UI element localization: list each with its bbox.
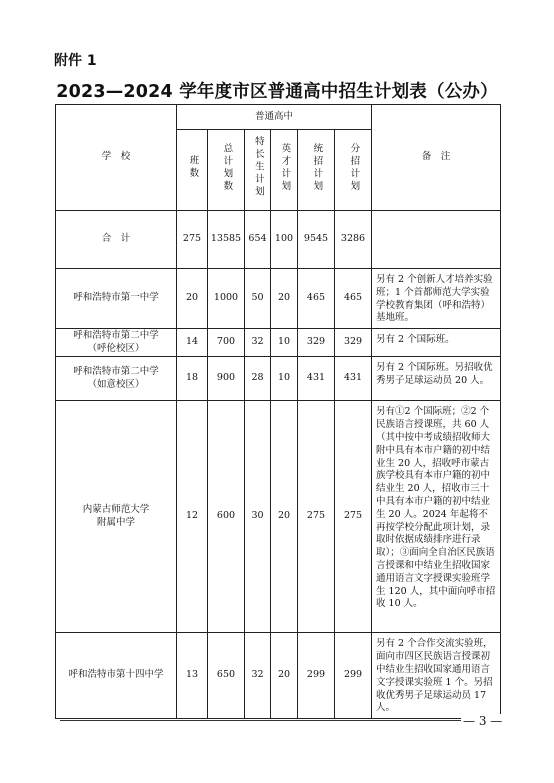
total-total: 13585 <box>208 211 245 269</box>
header-special-cell <box>245 130 271 211</box>
header-school: 学 校 <box>56 105 177 211</box>
header-total: 总计划数 <box>221 142 233 193</box>
school-name-cell <box>56 269 177 329</box>
row-talent: 20 <box>271 401 298 633</box>
footer-divider <box>60 720 494 721</box>
header-classes-cell <box>177 130 208 211</box>
total-talent: 100 <box>271 211 298 269</box>
row-allocated: 299 <box>335 633 372 719</box>
header-talent: 英才计划 <box>279 142 291 193</box>
row-unified: 299 <box>298 633 335 719</box>
header-unified: 统招计划 <box>311 142 323 193</box>
school-campus: 附属中学 <box>96 516 135 528</box>
header-unified-cell <box>298 130 335 211</box>
attachment-label: 附件 1 <box>54 53 97 69</box>
row-classes: 18 <box>177 357 208 401</box>
row-talent: 20 <box>271 633 298 719</box>
total-label: 合 计 <box>56 211 177 269</box>
header-allocated: 分招计划 <box>348 142 360 193</box>
row-note: 另有 2 个国际班。另招收优秀男子足球运动员 20 人。 <box>372 357 501 401</box>
row-classes: 13 <box>177 633 208 719</box>
row-talent: 10 <box>271 357 298 401</box>
row-unified: 431 <box>298 357 335 401</box>
header-row-1 <box>56 105 501 130</box>
table-row <box>56 633 501 719</box>
row-talent: 20 <box>271 269 298 329</box>
table-row <box>56 329 501 357</box>
row-total: 600 <box>208 401 245 633</box>
header-allocated-cell <box>335 130 372 211</box>
row-note: 另有 2 个国际班。 <box>372 329 501 357</box>
school-name: 呼和浩特市第十四中学 <box>68 669 164 681</box>
enrollment-plan-table <box>55 104 501 719</box>
row-allocated: 329 <box>335 329 372 357</box>
row-total: 900 <box>208 357 245 401</box>
row-note: 另有 2 个合作交流实验班，面向市四区民族语言授课初中结业生招收国家通用语言文字授课实验班 1 个。另招收优秀男子足球运动员 17 人。 <box>372 633 501 719</box>
row-allocated: 275 <box>335 401 372 633</box>
table-row <box>56 357 501 401</box>
total-note <box>372 211 501 269</box>
row-unified: 465 <box>298 269 335 329</box>
header-special: 特长生计划 <box>252 136 264 199</box>
school-name: 内蒙古师范大学 <box>82 503 150 515</box>
table-row <box>56 401 501 633</box>
row-allocated: 465 <box>335 269 372 329</box>
header-talent-cell <box>271 130 298 211</box>
row-classes: 12 <box>177 401 208 633</box>
school-name: 呼和浩特市第二中学 <box>73 329 159 341</box>
header-total-cell <box>208 130 245 211</box>
school-campus: （如意校区） <box>87 378 145 390</box>
header-group: 普通高中 <box>177 105 372 130</box>
page-title: 2023—2024 学年度市区普通高中招生计划表（公办） <box>56 82 498 102</box>
row-special: 50 <box>245 269 271 329</box>
row-allocated: 431 <box>335 357 372 401</box>
school-name-cell <box>56 329 177 357</box>
row-classes: 14 <box>177 329 208 357</box>
row-note: 另有 2 个创新人才培养实验班；1 个首都师范大学实验学校教育集团（呼和浩特）基地班。 <box>372 269 501 329</box>
row-classes: 20 <box>177 269 208 329</box>
school-name-cell <box>56 357 177 401</box>
total-special: 654 <box>245 211 271 269</box>
total-row <box>56 211 501 269</box>
page-number: — 3 — <box>463 714 503 728</box>
row-unified: 275 <box>298 401 335 633</box>
row-unified: 329 <box>298 329 335 357</box>
row-note: 另有①2 个国际班；②2 个民族语言授课班，共 60 人（其中按中考成绩招收师大附中具有本市户籍的初中结业生 20 人，招收呼市蒙古族学校具有本市户籍的初中结业生 20 人，招收市三十中具有本市户籍的初中结业生 20 人。2024 年起将不再按学校分配此项计划，录取时依据成绩排序进行录取）；③面向全自治区民族语言授课和中结业生招收国家通用语言文字授课实验班学生 120 人，其中面向呼市招收 10 人。 <box>372 401 501 633</box>
school-name-cell <box>56 633 177 719</box>
header-remarks: 备 注 <box>372 105 501 211</box>
row-special: 32 <box>245 329 271 357</box>
row-total: 1000 <box>208 269 245 329</box>
school-name: 呼和浩特市第二中学 <box>73 365 159 377</box>
school-campus: （呼伦校区） <box>87 342 145 354</box>
header-classes: 班数 <box>187 155 199 181</box>
total-classes: 275 <box>177 211 208 269</box>
row-talent: 10 <box>271 329 298 357</box>
row-total: 650 <box>208 633 245 719</box>
school-name-cell <box>56 401 177 633</box>
row-total: 700 <box>208 329 245 357</box>
total-allocated: 3286 <box>335 211 372 269</box>
row-special: 32 <box>245 633 271 719</box>
row-special: 28 <box>245 357 271 401</box>
row-special: 30 <box>245 401 271 633</box>
school-name: 呼和浩特市第一中学 <box>73 292 159 304</box>
total-unified: 9545 <box>298 211 335 269</box>
table-row <box>56 269 501 329</box>
